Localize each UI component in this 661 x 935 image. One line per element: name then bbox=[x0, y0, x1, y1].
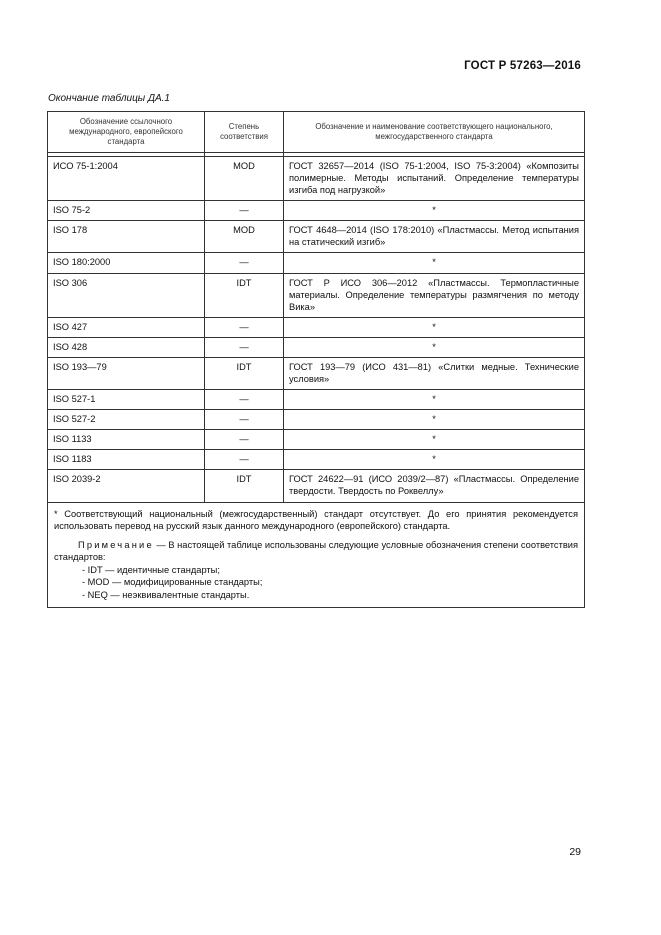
degree-cell: — bbox=[205, 253, 284, 273]
national-cell: * bbox=[284, 253, 585, 273]
degree-cell: IDT bbox=[205, 357, 284, 389]
table-row bbox=[48, 410, 585, 430]
standards-table bbox=[47, 111, 585, 608]
national-cell: * bbox=[284, 201, 585, 221]
national-cell: ГОСТ Р ИСО 306—2012 «Пластмассы. Термопластичные материалы. Определение температуры размягчения по методу Вика» bbox=[284, 273, 585, 317]
note-label: Примечание bbox=[78, 539, 154, 550]
national-cell: * bbox=[284, 450, 585, 470]
table-row bbox=[48, 337, 585, 357]
degree-cell: IDT bbox=[205, 273, 284, 317]
ref-cell: ISO 428 bbox=[48, 337, 205, 357]
note-item: - MOD — модифицированные стандарты; bbox=[82, 577, 263, 588]
note-list bbox=[82, 564, 578, 602]
table-header-row bbox=[48, 112, 585, 153]
degree-cell: — bbox=[205, 201, 284, 221]
ref-cell: ISO 1133 bbox=[48, 430, 205, 450]
table-row bbox=[48, 390, 585, 410]
degree-cell: — bbox=[205, 450, 284, 470]
column-header-national: Обозначение и наименование соответствующего национального, межгосударственного стандарта bbox=[284, 112, 585, 153]
document-code: ГОСТ Р 57263—2016 bbox=[464, 60, 581, 72]
table-caption: Окончание таблицы ДА.1 bbox=[48, 93, 170, 104]
ref-cell: ISO 193—79 bbox=[48, 357, 205, 389]
national-cell: * bbox=[284, 317, 585, 337]
national-cell: * bbox=[284, 337, 585, 357]
national-cell: * bbox=[284, 430, 585, 450]
table-row bbox=[48, 450, 585, 470]
ref-cell: ISO 180:2000 bbox=[48, 253, 205, 273]
note-paragraph bbox=[54, 539, 578, 564]
page-number: 29 bbox=[569, 846, 581, 858]
degree-cell: IDT bbox=[205, 470, 284, 502]
national-cell: ГОСТ 4648—2014 (ISO 178:2010) «Пластмассы. Метод испытания на статический изгиб» bbox=[284, 221, 585, 253]
degree-cell: — bbox=[205, 317, 284, 337]
column-header-degree: Степень соответствия bbox=[205, 112, 284, 153]
note-item: - NEQ — неэквивалентные стандарты. bbox=[82, 589, 250, 600]
national-cell: ГОСТ 32657—2014 (ISO 75-1:2004, ISO 75-3:2004) «Композиты полимерные. Методы испытаний. Определение температуры изгиба под нагрузкой» bbox=[284, 157, 585, 201]
table-notes bbox=[48, 502, 585, 608]
degree-cell: — bbox=[205, 410, 284, 430]
degree-cell: — bbox=[205, 390, 284, 410]
national-cell: * bbox=[284, 410, 585, 430]
table-row bbox=[48, 253, 585, 273]
ref-cell: ISO 75-2 bbox=[48, 201, 205, 221]
ref-cell: ISO 178 bbox=[48, 221, 205, 253]
ref-cell: ISO 1183 bbox=[48, 450, 205, 470]
degree-cell: — bbox=[205, 337, 284, 357]
footnote: * Соответствующий национальный (межгосударственный) стандарт отсутствует. До его принятия рекомендуется использовать перевод на русский язык данного международного (европейского) стандарта. bbox=[54, 508, 578, 532]
table-row bbox=[48, 273, 585, 317]
national-cell: ГОСТ 193—79 (ИСО 431—81) «Слитки медные. Технические условия» bbox=[284, 357, 585, 389]
note-text: — В настоящей таблице использованы следующие условные обозначения степени соответствия стандартов: bbox=[54, 539, 578, 563]
degree-cell: — bbox=[205, 430, 284, 450]
national-cell: * bbox=[284, 390, 585, 410]
ref-cell: ISO 527-2 bbox=[48, 410, 205, 430]
ref-cell: ИСО 75-1:2004 bbox=[48, 157, 205, 201]
table-row bbox=[48, 201, 585, 221]
national-cell: ГОСТ 24622—91 (ИСО 2039/2—87) «Пластмассы. Определение твердости. Твердость по Роквеллу» bbox=[284, 470, 585, 502]
table-row bbox=[48, 317, 585, 337]
ref-cell: ISO 427 bbox=[48, 317, 205, 337]
ref-cell: ISO 306 bbox=[48, 273, 205, 317]
table-row bbox=[48, 430, 585, 450]
degree-cell: MOD bbox=[205, 157, 284, 201]
column-header-ref: Обозначение ссылочного международного, европейского стандарта bbox=[48, 112, 205, 153]
table-row bbox=[48, 357, 585, 389]
table-row bbox=[48, 221, 585, 253]
ref-cell: ISO 527-1 bbox=[48, 390, 205, 410]
degree-cell: MOD bbox=[205, 221, 284, 253]
ref-cell: ISO 2039-2 bbox=[48, 470, 205, 502]
table-row bbox=[48, 470, 585, 502]
table-row bbox=[48, 157, 585, 201]
note-item: - IDT — идентичные стандарты; bbox=[82, 564, 220, 575]
